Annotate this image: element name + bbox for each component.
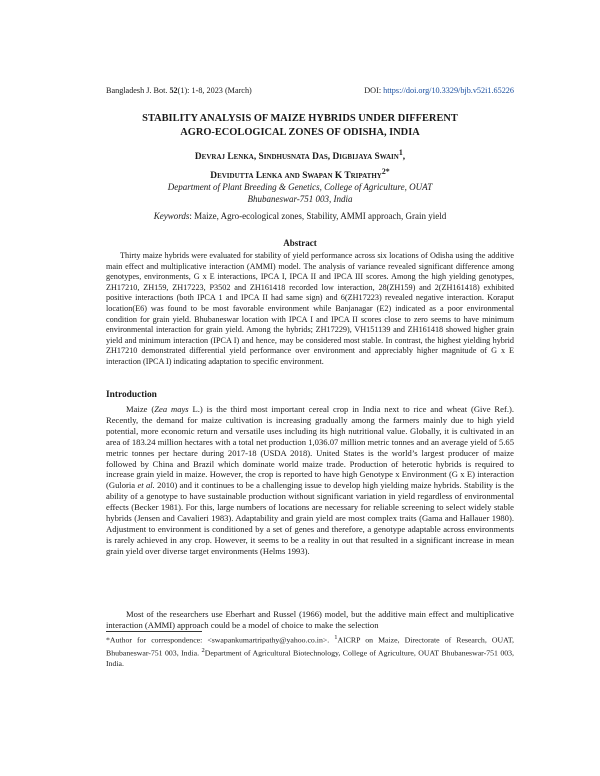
- keywords: Keywords: Maize, Agro-ecological zones, Stability, AMMI approach, Grain yield: [153, 211, 447, 221]
- running-header: [106, 86, 514, 95]
- journal-citation: Bangladesh J. Bot. 52(1): 1-8, 2023 (March): [106, 86, 252, 95]
- introduction-paragraph-2: Most of the researchers use Eberhart and Russel (1966) model, but the additive main effect and multiplicative interaction (AMMI) approach could be a model of choice to make the selection: [106, 609, 514, 630]
- footnote: *Author for correspondence: <swapankumartripathy@yahoo.co.in>. $^1$AICRP on Maize, Directorate of Research, OUAT, Bhubaneswar-751 003, India. $^2$Department of Agricultural Biotechnology, College of Agriculture, OUAT Bhubaneswar-751 003, India.: [106, 634, 514, 668]
- abstract-text: Thirty maize hybrids were evaluated for stability of yield performance across six locations of Odisha using the additive main effect and multiplicative interaction (AMMI) model. The analysis of variance revealed significant difference among genotypes, environments, G x E interactions, IPCA I, IPCA II and IPCA III scores. Among the high yielding genotypes, ZH17210, ZH159, ZH17223, P3502 and ZH161418 recorded low interaction, 28(ZH159) and 2(ZH161418) exhibited positive interactions (both IPCA 1 and IPCA II had same sign) and 6(ZH17223) revealed negative interaction. Koraput location(E6) was found to be most favorable environment while Banjanagar (E2) indicated as a poor environmental condition for grain yield. Bhubaneswar location with IPCA I and IPCA II scores close to zero seems to have minimum environmental interaction for grain yield. Among the hybrids; ZH17229), VH151139 and ZH161418 showed higher grain yield and minimum interaction (IPCA I) and hence, may be considered most stable. In contrast, the highest yielding hybrid ZH17210 demonstrated differential yield performance over environment and appreciably higher magnitude of G x E interaction (IPCA I) indicating adaptation to specific environment.: [106, 251, 514, 366]
- affiliation: Department of Plant Breeding & Genetics, College of Agriculture, OUAT Bhubaneswar-751 003, India: [167, 182, 433, 204]
- author-list: Devraj Lenka, Sindhusnata Das, Digbijaya Swain$^1$, Devidutta Lenka and Swapan K Tripathy$^{2*}$: [194, 148, 406, 181]
- footnote-divider: [106, 631, 202, 632]
- paper-title: STABILITY ANALYSIS OF MAIZE HYBRIDS UNDER DIFFERENT AGRO-ECOLOGICAL ZONES OF ODISHA, INDIA: [142, 113, 458, 138]
- doi-link[interactable]: https://doi.org/10.3329/bjb.v52i1.65226: [383, 86, 514, 95]
- introduction-paragraph-1: Maize (Zea mays L.) is the third most important cereal crop in India next to rice and wheat (Give Ref.). Recently, the demand for maize cultivation is increasing gradually among the farmers mainly due to high yield potential, more economic return and versatile uses including its high nutritional value. Globally, it is cultivated in an area of 183.24 million hectares with a total net production 1,036.07 million metric tonnes and an average yield of 5.65 metric tonnes per hectare during 2017-18 (USDA 2018). United States is the world’s largest producer of maize followed by China and Brazil which dominate world maize trade. Production of heterotic hybrids is required to increase grain yield in maize. However, the crop is reported to have high Genotype x Environment (G x E) interaction (Guloria et al. 2010) and it continues to be a challenging issue to develop high yielding maize hybrids. Stability is the ability of a genotype to have sustainable production without significant variation in yield regardless of environmental effects (Becker 1981). For this, large numbers of locations are necessary for reliable screening to select widely stable hybrids (Jensen and Cavalieri 1983). Adaptability and grain yield are most complex traits (Gama and Hallauer 1980). Adjustment to environment is conditioned by a set of genes and therefore, a genotype adaptable across environments is rarely achieved in any crop. However, it seems to be a reality in out that resulted in a significant increase in mean grain yield over diverse target environments (Helms 1993).: [106, 404, 514, 556]
- doi: DOI: https://doi.org/10.3329/bjb.v52i1.65226: [364, 86, 514, 95]
- abstract-heading: Abstract: [283, 238, 317, 248]
- introduction-heading: Introduction: [106, 390, 157, 400]
